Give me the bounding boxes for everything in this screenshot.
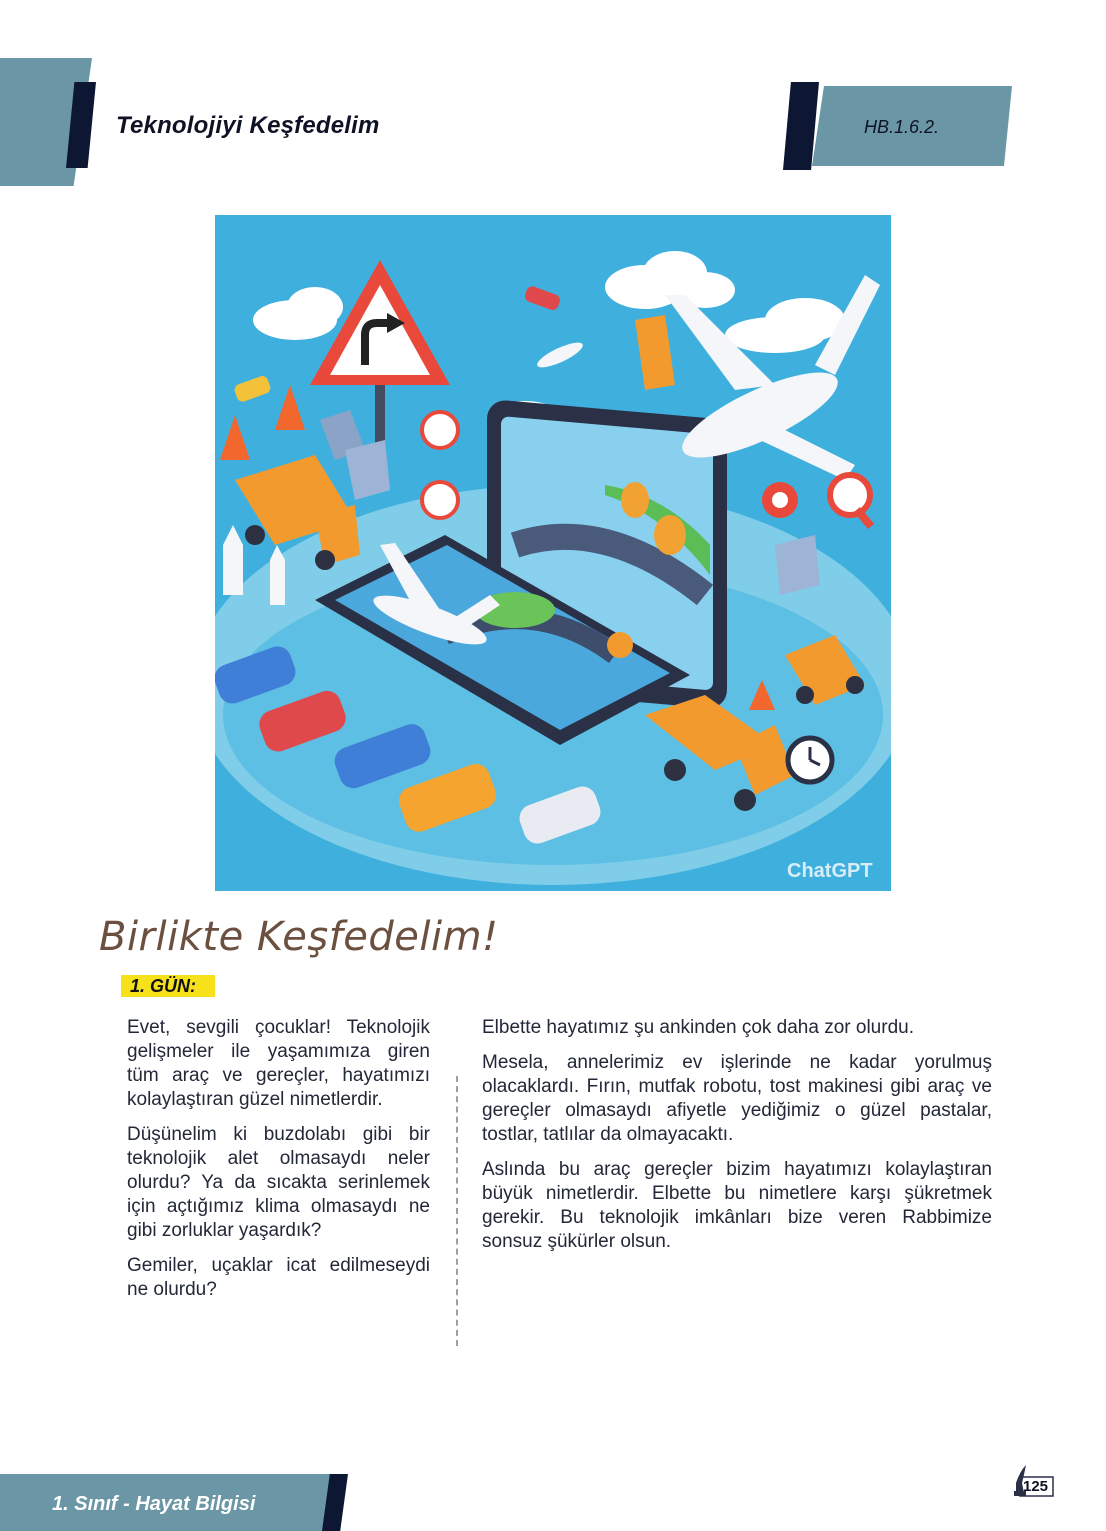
day-label: 1. GÜN: xyxy=(130,976,197,996)
clock-icon xyxy=(788,738,832,782)
technology-illustration xyxy=(215,215,891,891)
column-divider xyxy=(456,1076,458,1346)
watermark-text: ChatGPT xyxy=(787,860,873,882)
illustration-svg xyxy=(215,215,891,891)
section-title: Birlikte Keşfedelim! xyxy=(99,914,499,960)
paragraph: Evet, sevgili çocuklar! Teknolojik gelişmeler ile yaşamımıza giren tüm araç ve gereçler, hayatımızı kolaylaştıran güzel nimetlerdir. xyxy=(127,1017,430,1110)
paragraph: Gemiler, uçaklar icat edilmeseydi ne olurdu? xyxy=(127,1255,430,1300)
paragraph: Elbette hayatımız şu ankinden çok daha zor olurdu. xyxy=(482,1017,914,1038)
right-column xyxy=(482,1016,992,1265)
curriculum-code: HB.1.6.2. xyxy=(864,117,940,137)
page-number: 125 xyxy=(1023,1478,1049,1495)
course-label: 1. Sınıf - Hayat Bilgisi xyxy=(52,1493,256,1515)
paragraph: Mesela, annelerimiz ev işlerinde ne kadar yorulmuş olacaklardı. Fırın, mutfak robotu, tost makinesi gibi araç ve gereçler olmasaydı afiyetle yediğimiz o güzel pastalar, tostlar, tatlılar da olmayacaktı. xyxy=(482,1052,992,1145)
left-column xyxy=(127,1016,430,1313)
page-title: Teknolojiyi Keşfedelim xyxy=(116,112,380,139)
paragraph: Aslında bu araç gereçler bizim hayatımızı kolaylaştıran büyük nimetlerdir. Elbette bu nimetlere karşı şükretmek gerekir. Bu teknolojik imkânları bize veren Rabbimize sonsuz şükürler olsun. xyxy=(482,1159,992,1252)
paragraph: Düşünelim ki buzdolabı gibi bir teknolojik alet olmasaydı neler olurdu? Ya da sıcakta serinlemek için açtığımız klima olmasaydı ne gibi zorluklar yaşardık? xyxy=(127,1124,430,1241)
